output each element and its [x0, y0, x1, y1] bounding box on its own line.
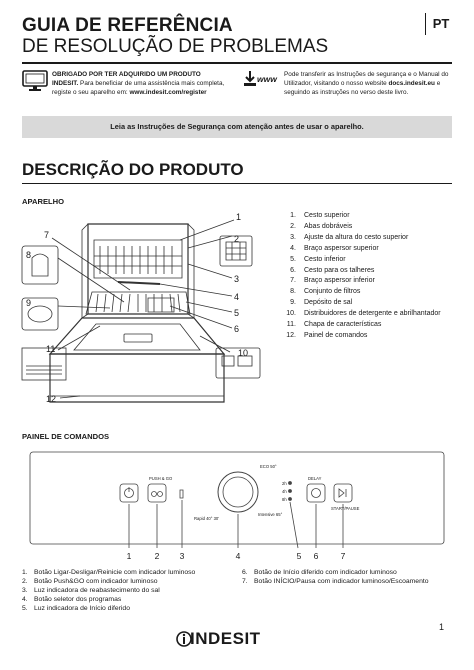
- callout-4: 4: [234, 292, 240, 302]
- panel-callout-7: 7: [340, 551, 346, 561]
- list-item: 2. Abas dobráveis: [290, 222, 353, 230]
- download-body: Pode transferir as Instruções de segurança e o Manual do Utilizador, visitando o nosso website: [284, 71, 449, 87]
- parts-list: [283, 211, 441, 342]
- callout-10: 10: [238, 348, 249, 358]
- www-label: www: [257, 74, 277, 84]
- panel-callout-2: 2: [154, 551, 160, 561]
- list-item: 5. Cesto inferior: [290, 255, 346, 263]
- list-item: 4. Botão seletor dos programas: [22, 596, 122, 604]
- control-panel-subtitle: PAINEL DE COMANDOS: [22, 432, 110, 441]
- list-item: 3. Luz indicadora de reabastecimento do sal: [22, 587, 160, 595]
- callout-7: 7: [44, 230, 50, 240]
- download-text: [284, 71, 456, 97]
- safety-banner: Leia as Instruções de Segurança com atenção antes de usar o aparelho.: [22, 116, 452, 138]
- callout-11: 11: [46, 344, 56, 354]
- list-item: 9. Depósito de sal: [290, 299, 353, 307]
- control-legend-left: [22, 568, 195, 613]
- page-number: 1: [438, 622, 444, 632]
- label-start-pause: START/PAUSE: [331, 506, 360, 511]
- download-link[interactable]: docs.indesit.eu: [388, 79, 435, 87]
- product-section-title: DESCRIÇÃO DO PRODUTO: [22, 160, 244, 179]
- list-item: 4. Braço aspersor superior: [290, 244, 379, 252]
- label-push-go: PUSH & GO: [149, 476, 173, 481]
- page-title: GUIA DE REFERÊNCIA: [22, 15, 233, 36]
- list-item: 7. Braço aspersor inferior: [290, 277, 375, 285]
- label-intensive: Intensive 65°: [258, 512, 283, 517]
- callout-8: 8: [26, 250, 32, 260]
- label-eco: ECO 50°: [260, 464, 277, 469]
- panel-callout-1: 1: [126, 551, 132, 561]
- callout-9: 9: [26, 298, 32, 308]
- list-item: 8. Conjunto de filtros: [290, 288, 361, 296]
- list-item: 7. Botão INÍCIO/Pausa com indicador luminoso/Escoamento: [242, 578, 429, 586]
- section-divider: [22, 183, 452, 184]
- list-item: 2. Botão Push&GO com indicador luminoso: [22, 578, 158, 586]
- list-item: 6. Cesto para os talheres: [290, 266, 375, 274]
- panel-callout-5: 5: [296, 551, 302, 561]
- page-subtitle: DE RESOLUÇÃO DE PROBLEMAS: [22, 36, 329, 57]
- panel-callout-4: 4: [235, 551, 241, 561]
- label-rapid: Rapid 40° 30': [194, 516, 220, 521]
- download-www-icon: [243, 70, 281, 90]
- list-item: 6. Botão de Início diferido com indicador luminoso: [242, 569, 397, 576]
- download-body-end: e seguindo as instruções no verso deste livro.: [284, 79, 441, 96]
- registration-bold: OBRIGADO POR TER ADQUIRIDO UM PRODUTO INDESIT.: [52, 71, 201, 87]
- language-tag: PT: [425, 13, 456, 35]
- callout-5: 5: [234, 308, 240, 318]
- list-item: 12. Painel de comandos: [286, 331, 368, 339]
- monitor-icon: [22, 70, 48, 94]
- list-item: 1. Botão Ligar-Desligar/Reinicie com indicador luminoso: [22, 569, 196, 576]
- callout-3: 3: [234, 274, 240, 284]
- callout-6: 6: [234, 324, 240, 334]
- registration-text: [52, 71, 227, 97]
- label-8h: 8h: [282, 497, 287, 502]
- list-item: 10. Distribuidores de detergente e abrilhantador: [286, 310, 441, 318]
- label-2h: 2h: [282, 481, 287, 486]
- dishwasher-illustration: [20, 206, 275, 411]
- panel-callout-6: 6: [313, 551, 319, 561]
- header-divider: [22, 62, 452, 64]
- registration-link[interactable]: www.indesit.com/register: [129, 88, 207, 96]
- control-legend-right: [242, 568, 429, 586]
- brand-logo: INDESIT: [190, 629, 261, 648]
- label-4h: 4h: [282, 489, 287, 494]
- callout-1: 1: [236, 212, 242, 222]
- list-item: 5. Luz indicadora de Início diferido: [22, 605, 130, 613]
- callout-12: 12: [46, 394, 57, 404]
- panel-callout-3: 3: [179, 551, 185, 561]
- label-delay: DELAY: [308, 476, 322, 481]
- list-item: 11. Chapa de características: [286, 321, 382, 329]
- control-panel-illustration: [28, 450, 448, 565]
- appliance-subtitle: APARELHO: [22, 197, 65, 206]
- list-item: 1. Cesto superior: [290, 212, 350, 219]
- registration-body: Para beneficiar de uma assistência mais completa, registe o seu aparelho em:: [52, 79, 225, 96]
- list-item: 3. Ajuste da altura do cesto superior: [290, 233, 409, 241]
- callout-2: 2: [234, 234, 240, 244]
